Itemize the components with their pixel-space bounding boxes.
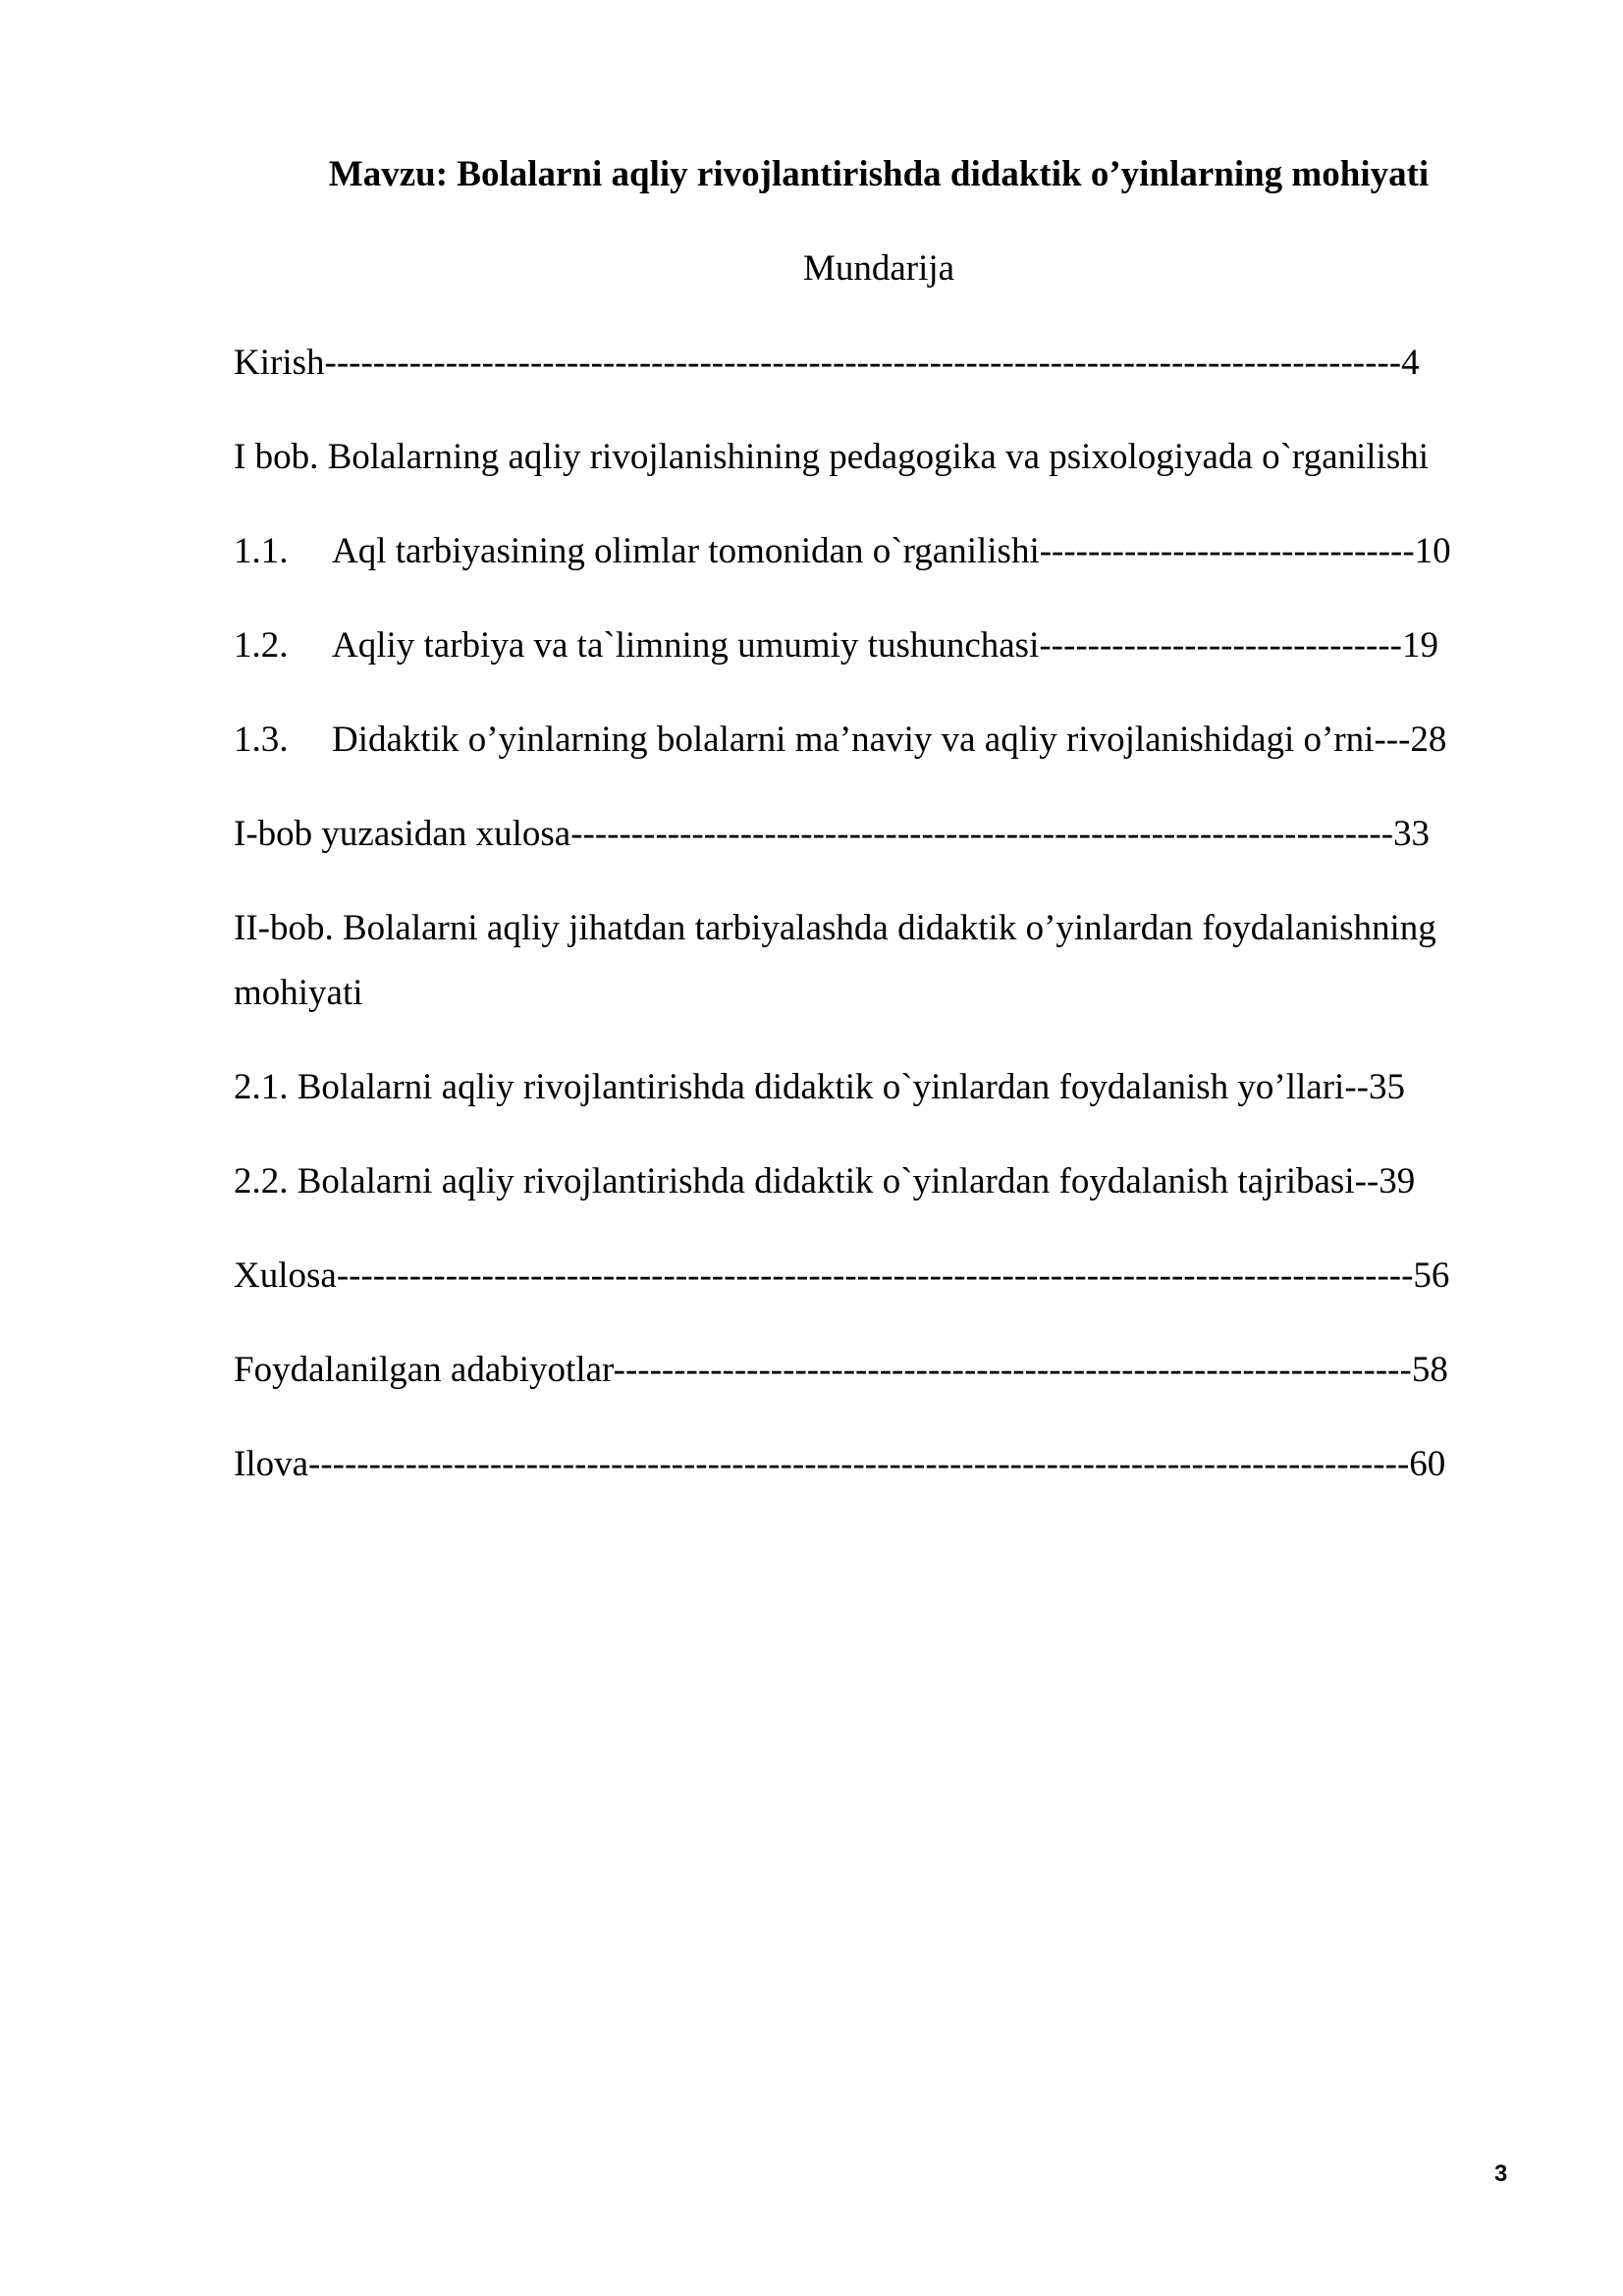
toc-heading: Mundarija — [802, 248, 955, 289]
toc-entry-chapter-1: I bob. Bolalarning aqliy rivojlanishining pedagogika va psixologiyada o`rganilishi — [234, 437, 1430, 477]
toc-entry-1-1 — [234, 530, 1451, 573]
toc-entry-2-1: 2.1. Bolalarni aqliy rivojlantirishda didaktik o`yinlardan foydalanish yo’llari--35 — [234, 1067, 1405, 1107]
toc-entry-2-2: 2.2. Bolalarni aqliy rivojlantirishda didaktik o`yinlardan foydalanish tajribasi--39 — [234, 1161, 1416, 1201]
toc-entry-number: 1.3. — [234, 720, 289, 760]
toc-entry-label: Aqliy tarbiya va ta`limning umumiy tushunchasi------------------------------19 — [332, 625, 1439, 666]
toc-entry-references: Foydalanilgan adabiyotlar------------------------------------------------------------------58 — [234, 1350, 1448, 1390]
toc-entry-xulosa: Xulosa-----------------------------------------------------------------------------------------56 — [234, 1255, 1450, 1296]
toc-entry-1-3 — [234, 719, 1446, 762]
toc-entry-kirish: Kirish-----------------------------------------------------------------------------------------4 — [234, 343, 1420, 383]
toc-entry-number: 1.2. — [234, 625, 289, 666]
page-number: 3 — [1494, 2161, 1508, 2187]
toc-entry-1-2 — [234, 624, 1438, 667]
toc-entry-appendix: Ilova-------------------------------------------------------------------------------------------60 — [234, 1444, 1446, 1484]
toc-entry-chapter-1-conclusion: I-bob yuzasidan xulosa--------------------------------------------------------------------33 — [234, 814, 1431, 854]
toc-entry-number: 1.1. — [234, 531, 289, 571]
toc-entry-label: Aql tarbiyasining olimlar tomonidan o`rganilishi-------------------------------10 — [332, 531, 1451, 571]
toc-entry-chapter-2-continued: mohiyati — [234, 973, 363, 1013]
toc-entry-label: Didaktik o’yinlarning bolalarni ma’naviy va aqliy rivojlanishidagi o’rni---28 — [332, 720, 1447, 760]
document-title: Mavzu: Bolalarni aqliy rivojlantirishda didaktik o’yinlarning mohiyati — [328, 154, 1430, 194]
toc-entry-chapter-2: II-bob. Bolalarni aqliy jihatdan tarbiyalashda didaktik o’yinlardan foydalanishning — [234, 908, 1436, 948]
